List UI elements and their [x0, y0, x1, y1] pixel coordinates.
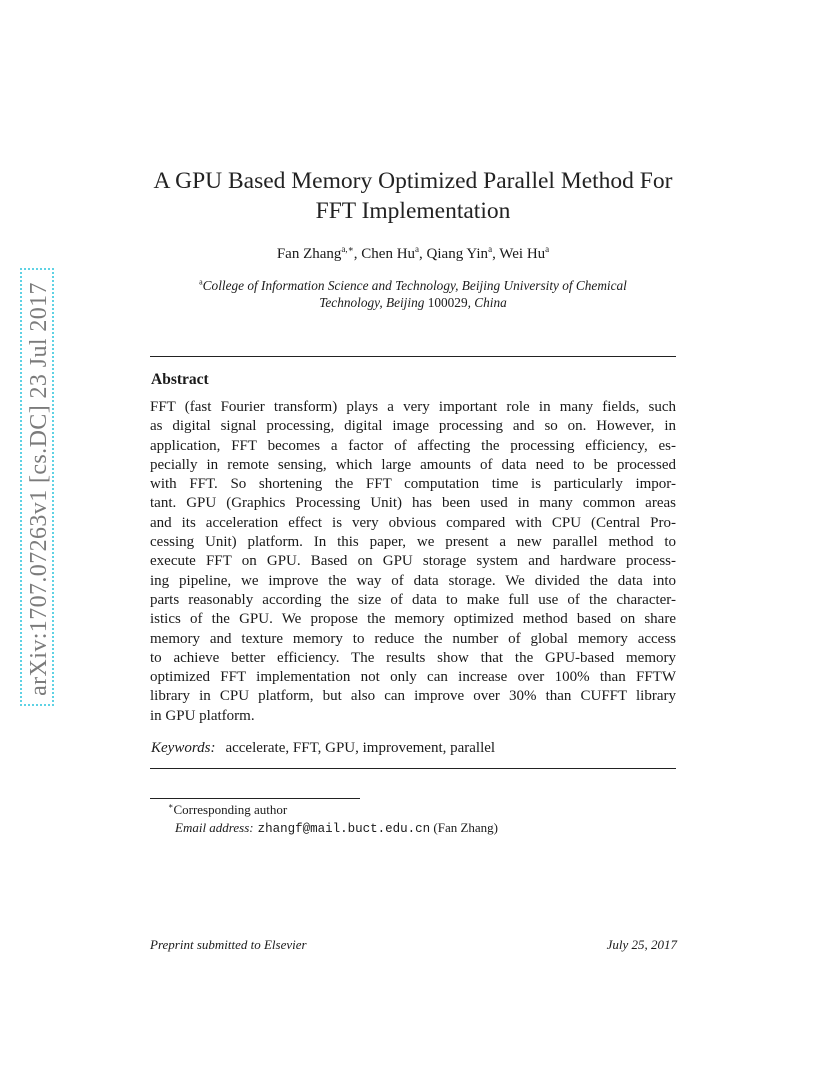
arxiv-stamp: arXiv:1707.07263v1 [cs.DC] 23 Jul 2017 [20, 268, 54, 706]
abstract-line: as digital signal processing, digital image processing and so on. However, in [150, 418, 676, 435]
author-affiliation-mark: a [415, 244, 420, 254]
author-name: Chen Hu [361, 246, 416, 262]
email-address-link[interactable]: zhangf@mail.buct.edu.cn [257, 822, 431, 836]
abstract-body [150, 398, 676, 726]
author-name: Wei Hu [499, 246, 546, 262]
corresponding-author-note [168, 801, 498, 819]
affiliation-city: Technology, Beijing [319, 295, 428, 310]
email-note [168, 819, 498, 838]
abstract-line: execute FFT on GPU. Based on GPU storage system and hardware process- [150, 553, 676, 570]
paper-title [150, 166, 676, 226]
abstract-line: FFT (fast Fourier transform) plays a very important role in many fields, such [150, 399, 676, 415]
abstract-line: optimized FFT implementation not only can increase over 100% than FFTW [150, 669, 676, 686]
author-affiliation-mark: a [545, 244, 550, 254]
abstract-line: pecially in remote sensing, which large amounts of data need to be processed [150, 456, 676, 473]
footer-date: July 25, 2017 [606, 937, 677, 952]
abstract-line: application, FFT becomes a factor of affecting the processing efficiency, es- [150, 437, 676, 454]
abstract-line: tant. GPU (Graphics Processing Unit) has been used in many common areas [150, 495, 676, 512]
author-name: Fan Zhang [276, 246, 342, 262]
abstract-top-rule [150, 356, 676, 357]
email-label: Email address: [175, 820, 254, 835]
affiliation-mark: a [199, 277, 203, 287]
affiliation-country: , China [467, 295, 507, 310]
abstract-line: in GPU platform. [150, 707, 255, 724]
abstract-line: memory and texture memory to reduce the number of global memory access [150, 630, 676, 647]
affiliation-line-2 [150, 294, 676, 311]
author-list: Fan Zhang$^{a,∗}$, Chen Hu$^a$, Qiang Yin$^a$, Wei Hu$^a$ [276, 244, 550, 262]
abstract-line: istics of the GPU. We propose the memory optimized method based on share [150, 611, 676, 628]
preprint-note: Preprint submitted to Elsevier [150, 937, 307, 952]
abstract-line: cessing Unit) platform. In this paper, we present a new parallel method to [150, 534, 676, 551]
affiliation-line-1 [150, 277, 676, 294]
footnote [168, 801, 498, 838]
abstract-heading: Abstract [151, 371, 209, 388]
affiliation [150, 277, 676, 311]
keywords [151, 738, 495, 758]
abstract-bottom-rule [150, 768, 676, 769]
affiliation-text: College of Information Science and Technology, Beijing University of Chemical [202, 278, 627, 293]
abstract-line: parts reasonably according the size of data to make full use of the character- [150, 591, 676, 608]
author-name: Qiang Yin [426, 246, 489, 262]
footnote-rule [150, 798, 360, 799]
author-affiliation-mark: a [488, 244, 493, 254]
title-line-1: A GPU Based Memory Optimized Parallel Method For [153, 168, 673, 194]
keywords-text: accelerate, FFT, GPU, improvement, parallel [225, 740, 496, 756]
email-owner: (Fan Zhang) [433, 820, 499, 835]
footnote-mark: ∗ [168, 801, 174, 811]
abstract-line: ing pipeline, we improve the way of data storage. We divided the data into [150, 572, 676, 589]
abstract-line: with FFT. So shortening the FFT computation time is particularly impor- [150, 476, 676, 493]
affiliation-zip: 100029 [427, 295, 468, 310]
keywords-label: Keywords: [151, 740, 216, 756]
abstract-line: to achieve better efficiency. The results show that the GPU-based memory [150, 649, 676, 666]
author-affiliation-mark: a,∗ [341, 244, 354, 254]
abstract-line: and its acceleration effect is very obvious compared with CPU (Central Pro- [150, 514, 676, 531]
corresponding-author-text: Corresponding author [173, 802, 288, 817]
title-line-2: FFT Implementation [315, 198, 511, 224]
abstract-line: library in CPU platform, but also can improve over 30% than CUFFT library [150, 688, 676, 705]
